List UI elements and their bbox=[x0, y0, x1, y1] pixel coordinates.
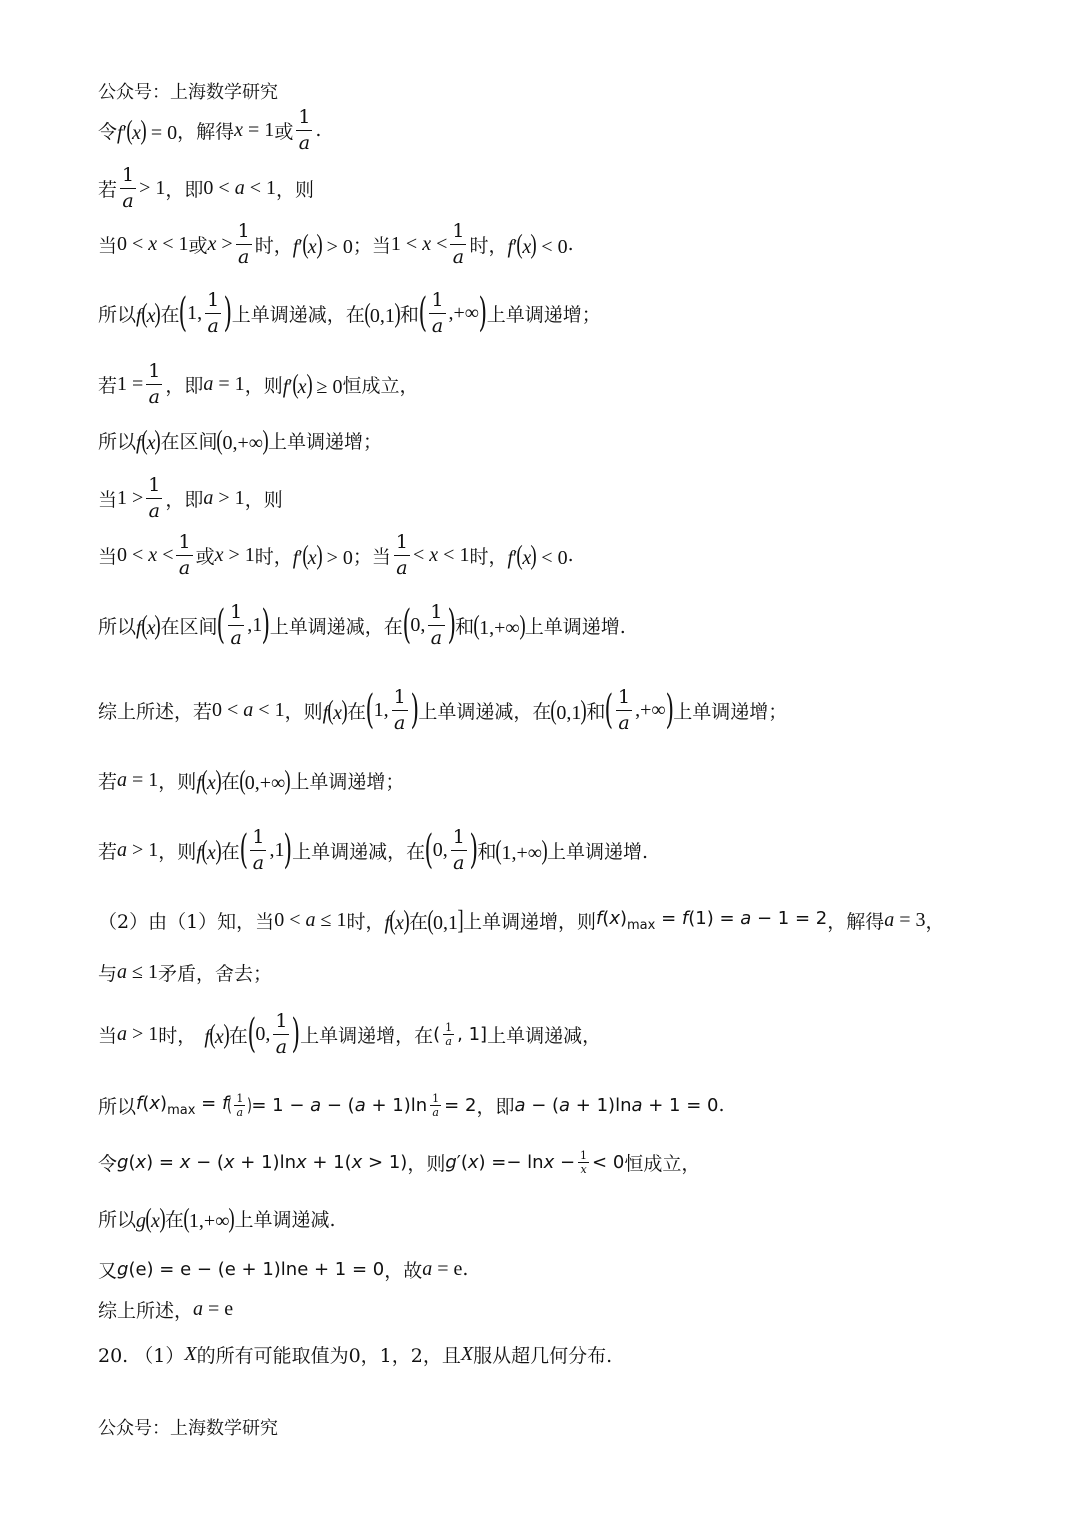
line-2: 若 $\frac{1}{a}$ > 1 ，即 0 < a < 1 ，则 bbox=[98, 163, 314, 212]
line-12: 若 a > 1 ，则 f(x) 在 ( $\frac{1}{a}$ ,1 ) 上单调递减，在 ( 0, $\frac{1}{a}$ ) 和 (1,+∞) 上单调递增. bbox=[98, 825, 649, 874]
line-11: 若 a = 1 ，则 f(x) 在 (0,+∞) 上单调递增； bbox=[98, 764, 405, 795]
line-21: 20. （1） X 的所有可能取值为0，1，2，且 X 服从超几何分布. bbox=[98, 1342, 613, 1367]
line-10: 综上所述，若 0 < a < 1 ，则 f(x) 在 ( 1, $\frac{1}{a}$ ) 上单调递减，在 (0,1) 和 ( $\frac{1}{a}$ ,+∞ ) 上单调递增； bbox=[98, 685, 788, 734]
line-17: 令 g(x) = x − (x + 1)lnx + 1(x > 1) ，则 g′(x) =− lnx − $\frac{1}{x}$ < 0 恒成立， bbox=[98, 1148, 701, 1176]
line-15: 当 a > 1 时， f(x) 在 ( 0, $\frac{1}{a}$ ) 上单调递增，在 ( $\frac{1}{a}$ , 1] 上单调递减， bbox=[98, 1009, 602, 1058]
footer-watermark: 公众号：上海数学研究 bbox=[98, 1418, 278, 1439]
line-7: 当 1 > $\frac{1}{a}$ ，即 a > 1 ，则 bbox=[98, 473, 283, 522]
header-watermark: 公众号：上海数学研究 bbox=[98, 82, 278, 103]
line-3: 当 0 < x < 1 或 x > $\frac{1}{a}$ 时， f′(x) > 0 ； 当 1 < x < $\frac{1}{a}$ 时， f′(x) < 0 . bbox=[98, 219, 574, 268]
line-4: 所以 f(x) 在 ( 1, $\frac{1}{a}$ ) 上单调递减，在 (0,1) 和 ( $\frac{1}{a}$ ,+∞ ) 上单调递增； bbox=[98, 288, 601, 337]
line-8: 当 0 < x < $\frac{1}{a}$ 或 x > 1 时， f′(x) > 0 ； 当 $\frac{1}{a}$ < x < 1 时， f′(x) < 0 . bbox=[98, 530, 574, 579]
line-13: （2）由（1）知，当 0 < a ≤ 1 时， f(x) 在 (0,1] 上单调递增，则 $f(x)_{max} = f(1) = a - 1 = 2$ ，解得 a = 3 ， bbox=[98, 904, 945, 935]
line-20: 综上所述， a = e bbox=[98, 1297, 234, 1322]
line-5: 若 1 = $\frac{1}{a}$ ，即 a = 1 ，则 f′(x) ≥ 0 恒成立， bbox=[98, 359, 419, 408]
line-1: 令 f′(x) = 0 ，解得 x = 1 或 $\frac{1}{a}$ . bbox=[98, 105, 322, 154]
line-19: 又 g(e) = e − (e + 1)lne + 1 = 0 ，故 a = e . bbox=[98, 1257, 469, 1282]
line-14: 与 a ≤ 1 矛盾，舍去； bbox=[98, 960, 273, 985]
line-18: 所以 g(x) 在 (1,+∞) 上单调递减. bbox=[98, 1202, 336, 1233]
line-9: 所以 f(x) 在区间 ( $\frac{1}{a}$ ,1 ) 上单调递减，在 ( 0, $\frac{1}{a}$ ) 和 (1,+∞) 上单调递增. bbox=[98, 600, 626, 649]
line-6: 所以 f(x) 在区间 (0,+∞) 上单调递增； bbox=[98, 424, 383, 455]
line-16: 所以 $f(x)_{max} = f$ ( $\frac{1}{a}$ ) = 1 − a − (a + 1)ln $\frac{1}{a}$ = 2 ，即 a − (a + 1)lna + 1 = 0 . bbox=[98, 1091, 725, 1119]
